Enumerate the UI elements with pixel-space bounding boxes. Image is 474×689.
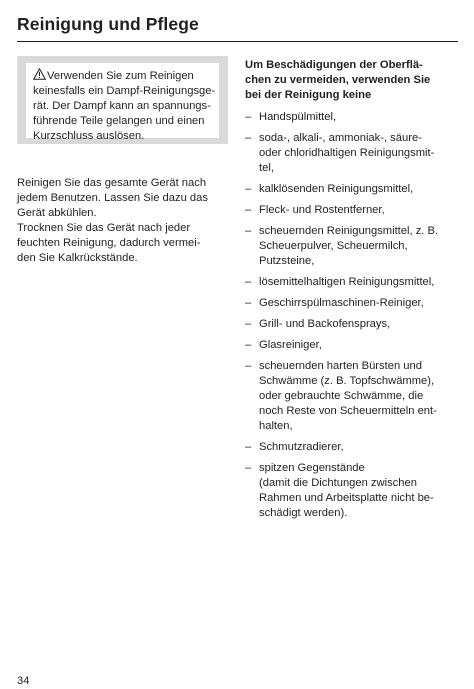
page-title: Reinigung und Pflege bbox=[17, 14, 199, 34]
dash-bullet: – bbox=[245, 462, 252, 474]
dash-bullet: – bbox=[245, 339, 252, 351]
dash-bullet: – bbox=[245, 318, 252, 330]
dash-bullet: – bbox=[245, 132, 252, 144]
list-item bbox=[245, 317, 460, 332]
list-item-line: halten, bbox=[259, 420, 293, 432]
list-item bbox=[245, 224, 460, 269]
list-item-line: scheuernden Reinigungsmittel, z. B. bbox=[259, 225, 439, 237]
warning-box bbox=[17, 56, 228, 144]
list-item-line: soda-, alkali-, ammoniak-, säure- bbox=[259, 132, 422, 144]
list-item-line: tel, bbox=[259, 162, 274, 174]
cleaning-instructions bbox=[17, 176, 232, 266]
list-item bbox=[245, 338, 460, 353]
page-number: 34 bbox=[17, 675, 30, 687]
list-item-line: Geschirrspülmaschinen-Reiniger, bbox=[259, 297, 424, 309]
list-item-line: Schmutzradierer, bbox=[259, 441, 344, 453]
list-item bbox=[245, 461, 460, 521]
list-item bbox=[245, 203, 460, 218]
list-item-line: scheuernden harten Bürsten und bbox=[259, 360, 422, 372]
warning-line: Verwenden Sie zum Reinigen bbox=[33, 68, 219, 84]
list-item-line: Putzsteine, bbox=[259, 255, 315, 267]
list-item-line: Fleck- und Rostentferner, bbox=[259, 204, 385, 216]
dash-bullet: – bbox=[245, 225, 252, 237]
dash-bullet: – bbox=[245, 111, 252, 123]
instruction-line: den Sie Kalkrückstände. bbox=[17, 252, 138, 264]
warning-line: rät. Der Dampf kann an spannungs- bbox=[33, 100, 211, 112]
warning-line: führende Teile gelangen und einen bbox=[33, 115, 205, 127]
list-item bbox=[245, 182, 460, 197]
avoid-list-section bbox=[245, 58, 460, 527]
instruction-line: Trocknen Sie das Gerät nach jeder bbox=[17, 222, 191, 234]
list-item bbox=[245, 359, 460, 434]
dash-bullet: – bbox=[245, 276, 252, 288]
instruction-line: Gerät abkühlen. bbox=[17, 207, 97, 219]
heading-line: Um Beschädigungen der Oberflä- bbox=[245, 59, 423, 71]
list-item-line: Schwämme (z. B. Topfschwämme), bbox=[259, 375, 435, 387]
list-item-line: kalklösenden Reinigungsmittel, bbox=[259, 183, 414, 195]
list-item-line: Handspülmittel, bbox=[259, 111, 337, 123]
heading-line: chen zu vermeiden, verwenden Sie bbox=[245, 74, 431, 86]
list-item-line: schädigt werden). bbox=[259, 507, 348, 519]
instruction-line: jedem Benutzen. Lassen Sie dazu das bbox=[17, 192, 208, 204]
warning-text bbox=[26, 63, 219, 142]
list-item-line: Rahmen und Arbeitsplatte nicht be- bbox=[259, 492, 434, 504]
dash-bullet: – bbox=[245, 183, 252, 195]
list-item-line: oder gebrauchte Schwämme, die bbox=[259, 390, 424, 402]
dash-bullet: – bbox=[245, 297, 252, 309]
list-item bbox=[245, 110, 460, 125]
list-item-line: Grill- und Backofensprays, bbox=[259, 318, 391, 330]
dash-bullet: – bbox=[245, 441, 252, 453]
avoid-list-heading bbox=[245, 58, 460, 103]
list-item-line: Glasreiniger, bbox=[259, 339, 322, 351]
title-rule bbox=[17, 41, 458, 42]
heading-line: bei der Reinigung keine bbox=[245, 89, 372, 101]
avoid-list bbox=[245, 110, 460, 521]
list-item-line: spitzen Gegenstände bbox=[259, 462, 365, 474]
dash-bullet: – bbox=[245, 360, 252, 372]
instruction-line: Reinigen Sie das gesamte Gerät nach bbox=[17, 177, 207, 189]
warning-line: Kurzschluss auslösen. bbox=[33, 130, 145, 142]
instruction-line: feuchten Reinigung, dadurch vermei- bbox=[17, 237, 201, 249]
list-item-line: noch Reste von Scheuermitteln ent- bbox=[259, 405, 437, 417]
warning-line: keinesfalls ein Dampf-Reinigungsge- bbox=[33, 85, 216, 97]
list-item bbox=[245, 296, 460, 311]
list-item bbox=[245, 440, 460, 455]
list-item bbox=[245, 131, 460, 176]
dash-bullet: – bbox=[245, 204, 252, 216]
list-item-line: (damit die Dichtungen zwischen bbox=[259, 477, 417, 489]
list-item-line: oder chloridhaltigen Reinigungsmit- bbox=[259, 147, 435, 159]
warning-triangle-icon bbox=[33, 68, 46, 80]
list-item-line: lösemittelhaltigen Reinigungsmittel, bbox=[259, 276, 435, 288]
list-item-line: Scheuerpulver, Scheuermilch, bbox=[259, 240, 408, 252]
list-item bbox=[245, 275, 460, 290]
